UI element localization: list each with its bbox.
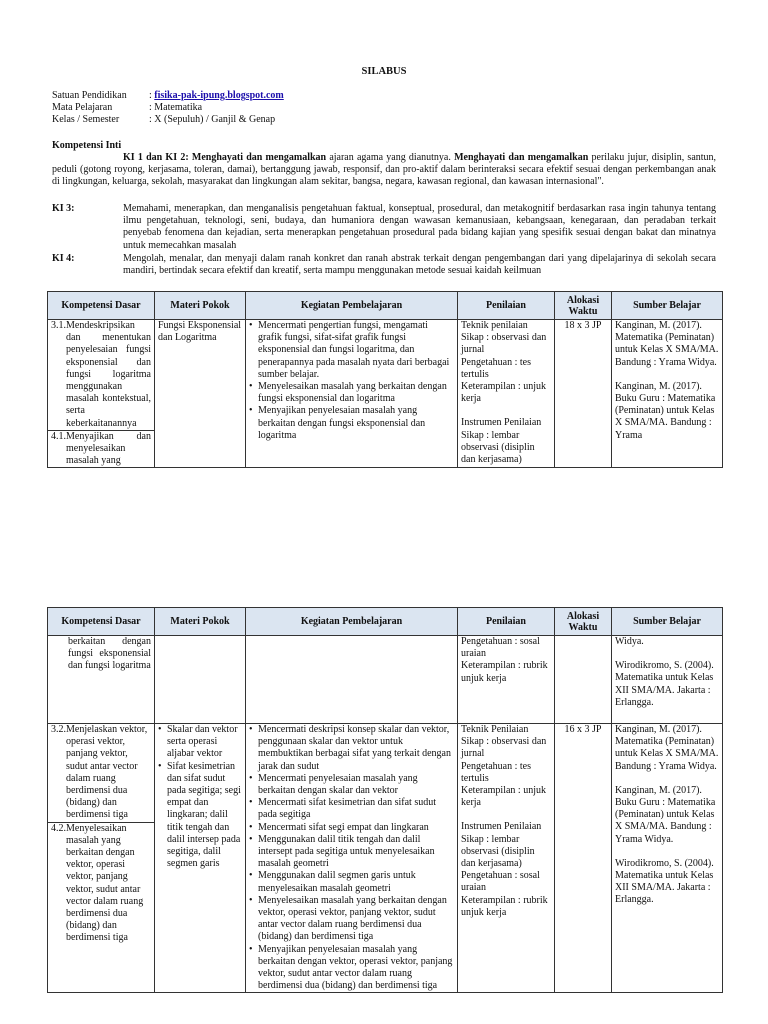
header-penilaian: Penilaian: [458, 608, 555, 636]
meta-value: : Matematika: [149, 102, 203, 113]
ki-1-2-label: KI 1 dan KI 2:: [123, 152, 189, 163]
materi-list: [158, 724, 242, 870]
cell-materi-pokok: [155, 724, 246, 993]
header-materi-pokok: Materi Pokok: [155, 608, 246, 636]
cell-sumber: Widya. Wirodikromo, S. (2004). Matematika untuk Kelas XII SMA/MA. Jakarta : Erlangga.: [612, 636, 723, 724]
meta-key: Satuan Pendidikan: [52, 90, 127, 101]
document-title: SILABUS: [361, 66, 407, 77]
cell-kompetensi-dasar: berkaitan dengan fungsi eksponensial dan fungsi logaritma: [48, 636, 155, 724]
ki-1-2: [52, 152, 716, 189]
kegiatan-list: [249, 320, 454, 442]
kd-item: 3.2. Menjelaskan vektor, operasi vektor, panjang vektor, sudut antar vector dalam ruang berdimensi dua (bidang) dan berdimensi tiga: [51, 724, 148, 821]
header-sumber-belajar: Sumber Belajar: [612, 608, 723, 636]
list-item: • Menyajikan penyelesaian masalah yang berkaitan dengan fungsi eksponensial dan logaritma: [249, 405, 454, 442]
cell-kegiatan: [246, 320, 458, 468]
header-sumber-belajar: Sumber Belajar: [612, 292, 723, 320]
list-item: • Mencermati sifat segi empat dan lingkaran: [249, 822, 454, 834]
list-item: • Sifat kesimetrian dan sifat sudut pada segitiga; segi empat dan lingkaran; dalil titik tengah dan dalil intersep pada segitiga, dalil segmen garis: [158, 761, 242, 871]
list-item: • Menggunakan dalil titik tengah dan dalil intersept pada segitiga untuk menyelesaikan masalah geometri: [249, 834, 454, 871]
ki-1-2-text: KI 1 dan KI 2: Menghayati dan mengamalkan ajaran agama yang dianutnya. Menghayati dan mengamalkan perilaku jujur, disiplin, santun, peduli (gotong royong, kerjasama, toleran, damai), bertanggung jawab, responsif, dan pro-aktif dalam berinteraksi secara efektif sesuai dengan perkembangan anak di lingkungan, keluarga, sekolah, masyarakat dan lingkungan alam sekitar, bangsa, negara, kawasan regional, dan kawasan internasional".: [52, 152, 717, 188]
kd-item: 4.1. Menyajikan dan menyelesaikan masalah yang: [51, 430, 151, 467]
list-item: • Skalar dan vektor serta operasi aljabar vektor: [158, 724, 242, 761]
ki-heading: Kompetensi Inti: [52, 140, 122, 151]
ki-3-text: Memahami, menerapkan, dan menganalisis pengetahuan faktual, konseptual, prosedural, dan metakognitif berdasarkan rasa ingin tahunya tentang ilmu pengetahuan, teknologi, seni, budaya, dan humaniora dengan wawasan kemanusiaan, kebangsaan, kenegaraan, dan peradaban terkait penyebab fenomena dan kejadian, serta menerapkan pengetahuan prosedural pada bidang kajian yang spesifik sesuai dengan bakat dan minatnya untuk memecahkan masalah: [123, 203, 716, 251]
meta-key: Mata Pelajaran: [52, 102, 113, 113]
syllabus-table-1: [47, 291, 723, 468]
ki-4-text: Mengolah, menalar, dan menyaji dalam ranah konkret dan ranah abstrak terkait dengan pengembangan dari yang dipelajarinya di sekolah secara mandiri, bertindak secara efektif dan kreatif, serta mampu menggunakan metode sesuai kaidah keilmuan: [123, 253, 716, 277]
blog-link[interactable]: fisika-pak-ipung.blogspot.com: [154, 90, 284, 101]
cell-alokasi: 16 x 3 JP: [555, 724, 612, 993]
list-item: • Menyajikan penyelesaian masalah yang berkaitan dengan vektor, operasi vektor, panjang vektor, sudut antar vector dalam ruang berdimensi dua (bidang) dan berdimensi tiga: [249, 944, 454, 993]
header-kompetensi-dasar: Kompetensi Dasar: [48, 292, 155, 320]
kd-item: 3.1. Mendeskripsikan dan menentukan penyelesaian fungsi eksponensial dan fungsi logaritma menggunakan masalah kontekstual, serta keberkaitanannya: [51, 320, 151, 429]
header-alokasi-waktu: Alokasi Waktu: [555, 292, 612, 320]
header-kegiatan-pembelajaran: Kegiatan Pembelajaran: [246, 292, 458, 320]
cell-penilaian: Teknik penilaian Sikap : observasi dan jurnal Pengetahuan : tes tertulis Keterampilan : unjuk kerja Instrumen Penilaian Sikap : lembar observasi (disiplin dan kerjasama): [458, 320, 555, 468]
table-row: [48, 724, 723, 993]
cell-alokasi: 18 x 3 JP: [555, 320, 612, 468]
list-item: • Mencermati penyelesaian masalah yang berkaitan dengan skalar dan vektor: [249, 773, 454, 797]
cell-materi-pokok: Fungsi Eksponensial dan Logaritma: [155, 320, 246, 468]
ki-3-label: KI 3:: [52, 203, 75, 214]
meta-key: Kelas / Semester: [52, 114, 120, 125]
table-header-row: [48, 608, 723, 636]
table-row: [48, 636, 723, 724]
list-item: • Mencermati sifat kesimetrian dan sifat sudut pada segitiga: [249, 797, 454, 821]
kd-item: 4.2. Menyelesaikan masalah yang berkaitan dengan vektor, operasi vektor, panjang vektor, sudut antar vector dalam ruang berdimensi dua (bidang) dan berdimensi tiga: [51, 822, 144, 944]
ki-4: [52, 253, 716, 277]
cell-sumber: Kanginan, M. (2017). Matematika (Peminatan) untuk Kelas X SMA/MA. Bandung : Yrama Widya. Kanginan, M. (2017). Buku Guru : Matematika (Peminatan) untuk Kelas X SMA/MA. Bandung : Yrama: [612, 320, 723, 468]
cell-kegiatan: [246, 636, 458, 724]
cell-penilaian: Pengetahuan : sosal uraian Keterampilan : rubrik unjuk kerja: [458, 636, 555, 724]
table-row: [48, 320, 723, 468]
list-item: • Menggunakan dalil segmen garis untuk menyelesaikan masalah geometri: [249, 870, 454, 894]
cell-kegiatan: [246, 724, 458, 993]
header-kompetensi-dasar: Kompetensi Dasar: [48, 608, 155, 636]
header-penilaian: Penilaian: [458, 292, 555, 320]
list-item: • Mencermati pengertian fungsi, mengamati grafik fungsi, sifat-sifat grafik fungsi eksponensial dan fungsi logaritma, dan penerapannya pada masalah nyata dari berbagai sumber belajar.: [249, 320, 454, 381]
header-alokasi-waktu: Alokasi Waktu: [555, 608, 612, 636]
cell-alokasi: [555, 636, 612, 724]
cell-kompetensi-dasar: [48, 724, 155, 993]
syllabus-table-2: [47, 607, 723, 993]
kegiatan-list: [249, 724, 454, 992]
table-header-row: [48, 292, 723, 320]
ki-4-label: KI 4:: [52, 253, 75, 264]
meta-value: : X (Sepuluh) / Ganjil & Genap: [149, 114, 276, 125]
cell-materi-pokok: [155, 636, 246, 724]
list-item: • Menyelesaikan masalah yang berkaitan dengan fungsi eksponensial dan logaritma: [249, 381, 454, 405]
ki-3: [52, 203, 716, 252]
cell-sumber: Kanginan, M. (2017). Matematika (Peminatan) untuk Kelas X SMA/MA. Bandung : Yrama Widya. Kanginan, M. (2017). Buku Guru : Matematika (Peminatan) untuk Kelas X SMA/MA. Bandung : Yrama Widya. Wirodikromo, S. (2004). Matematika untuk Kelas XII SMA/MA. Jakarta : Erlangga.: [612, 724, 723, 993]
list-item: • Mencermati deskripsi konsep skalar dan vektor, penggunaan skalar dan vektor untuk membuktikan berbagai sifat yang terkait dengan jarak dan sudut: [249, 724, 454, 773]
cell-penilaian: Teknik Penilaian Sikap : observasi dan jurnal Pengetahuan : tes tertulis Keterampilan : unjuk kerja Instrumen Penilaian Sikap : lembar observasi (disiplin dan kerjasama) Pengetahuan : sosal uraian Keterampilan : rubrik unjuk kerja: [458, 724, 555, 993]
header-kegiatan-pembelajaran: Kegiatan Pembelajaran: [246, 608, 458, 636]
header-materi-pokok: Materi Pokok: [155, 292, 246, 320]
list-item: • Menyelesaikan masalah yang berkaitan dengan vektor, operasi vektor, panjang vektor, sudut antar vector dalam ruang berdimensi dua (bidang) dan berdimensi tiga: [249, 895, 454, 944]
cell-kompetensi-dasar: [48, 320, 155, 468]
